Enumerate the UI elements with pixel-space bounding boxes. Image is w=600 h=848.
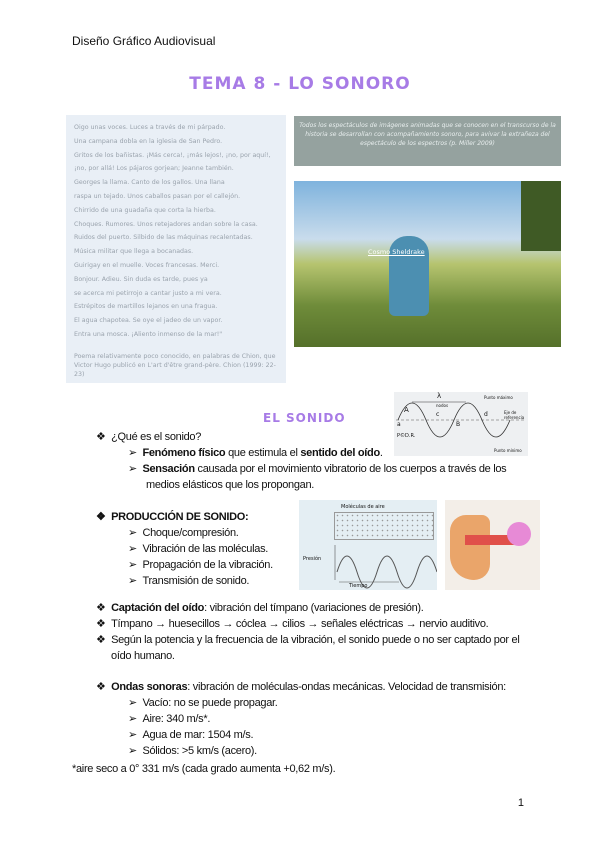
velocidad-item: ➢ Vacío: no se puede propagar. bbox=[128, 697, 278, 709]
sub-bullet-fenomeno: ➢ Fenómeno físico que estimula el sentido del oído. bbox=[128, 447, 383, 459]
item-text: Vibración de las moléculas. bbox=[142, 543, 269, 555]
bullet-ondas: ❖ Ondas sonoras: vibración de moléculas-ondas mecánicas. Velocidad de transmisión: bbox=[96, 681, 506, 693]
poem-line: ¡no, por allá! Los pájaros gorjean; Jeanne también. bbox=[74, 165, 234, 173]
text: que estimula el bbox=[225, 447, 301, 459]
section-title: EL SONIDO bbox=[263, 411, 346, 425]
item-text: Transmisión de sonido. bbox=[142, 575, 250, 587]
bullet-que-es: ❖ ¿Qué es el sonido? bbox=[96, 431, 202, 443]
bold-text: Fenómeno físico bbox=[142, 447, 226, 459]
quote-image: Todos los espectáculos de imágenes animadas que se conocen en el transcurso de la historia se desarrollan con acompañamiento sonoro, para avivar la extrañeza del espectáculo de los espectros (p. Miller 2009) bbox=[294, 116, 561, 166]
bold-text: Sensación bbox=[142, 463, 195, 475]
poem-line: El agua chapotea. Se oye el jadeo de un vapor. bbox=[74, 317, 223, 325]
bullet-text: ¿Qué es el sonido? bbox=[111, 431, 202, 443]
lambda-label: λ bbox=[437, 392, 442, 400]
velocidad-item: ➢ Sólidos: >5 km/s (acero). bbox=[128, 745, 257, 757]
item-text: Sólidos: >5 km/s (acero). bbox=[142, 745, 257, 757]
axis-label: Eje de referencia bbox=[504, 410, 525, 420]
text: Tímpano → huesecillos → cóclea → cilios → señales eléctricas → nervio auditivo. bbox=[111, 618, 489, 630]
sub-bullet-sensacion: ➢ Sensación causada por el movimiento vibratorio de los cuerpos a través de los medios elásticos que los propongan. bbox=[128, 463, 507, 491]
bullet-potencia: ❖ Según la potencia y la frecuencia de la vibración, el sonido puede o no ser captado por el oído humano. bbox=[96, 634, 520, 662]
item-text: Choque/compresión. bbox=[142, 527, 239, 539]
poem-line: Ruidos del puerto. Silbido de las máquinas recalentadas. bbox=[74, 234, 253, 242]
bold-text: sentido del oído bbox=[300, 447, 380, 459]
text: Según la potencia y la frecuencia de la vibración, el sonido puede o no ser captado por el oído humano. bbox=[111, 634, 520, 662]
a-small-label: a bbox=[397, 421, 401, 428]
trough-label: Punto mínimo bbox=[494, 448, 522, 453]
page-number: 1 bbox=[517, 797, 524, 809]
tree-shape bbox=[521, 181, 561, 251]
item-text: Agua de mar: 1504 m/s. bbox=[142, 729, 254, 741]
produccion-item: ➢ Transmisión de sonido. bbox=[128, 575, 250, 587]
produccion-item: ➢ Choque/compresión. bbox=[128, 527, 239, 539]
photo-image bbox=[294, 181, 561, 347]
produccion-item: ➢ Vibración de las moléculas. bbox=[128, 543, 269, 555]
poem-line: Gritos de los bañistas. ¡Más cerca!, ¡más lejos!, ¡no, por aquí!, bbox=[74, 151, 271, 159]
bullet-text: PRODUCCIÓN DE SONIDO: bbox=[111, 511, 249, 523]
time-label: Tiempo bbox=[349, 583, 368, 589]
velocidad-item: ➢ Aire: 340 m/s*. bbox=[128, 713, 211, 725]
text: . bbox=[379, 447, 383, 459]
pressure-label: Presión bbox=[303, 556, 322, 562]
poem-line: Estrépitos de martillos lejanos en una fragua. bbox=[74, 303, 218, 311]
poem-footnote: Poema relativamente poco conocido, en palabras de Chion, que Victor Hugo publicó en L'art d'être grand-père. Chion (1999: 22-23) bbox=[74, 352, 276, 378]
bold-text: Ondas sonoras bbox=[111, 681, 188, 693]
text: : vibración de moléculas-ondas mecánicas. Velocidad de transmisión: bbox=[187, 681, 506, 693]
nodes-label: nodos bbox=[436, 403, 449, 408]
poem-line: Oigo unas voces. Luces a través de mi párpado. bbox=[74, 124, 226, 131]
a-label: A bbox=[404, 406, 409, 414]
footnote: *aire seco a 0° 331 m/s (cada grado aumenta +0,62 m/s). bbox=[72, 763, 336, 775]
molecules-label: Moléculas de aire bbox=[341, 504, 385, 510]
poem-line: Entra una mosca. ¡Aliento inmenso de la mar!" bbox=[74, 330, 223, 338]
pressure-wave bbox=[299, 500, 437, 590]
poem-image bbox=[66, 115, 286, 383]
velocidad-item: ➢ Agua de mar: 1504 m/s. bbox=[128, 729, 254, 741]
photo-caption: Cosmo Sheldrake bbox=[368, 248, 425, 256]
d-label: d bbox=[484, 411, 488, 418]
item-text: Vacío: no se puede propagar. bbox=[142, 697, 278, 709]
ear-diagram bbox=[445, 500, 540, 590]
text: : vibración del tímpano (variaciones de presión). bbox=[204, 602, 424, 614]
body-text bbox=[72, 429, 528, 777]
poem-line: Una campana dobla en la iglesia de San Pedro. bbox=[74, 137, 223, 145]
b-label: B bbox=[456, 421, 461, 428]
poem-line: se acerca mi petirrojo a cantar justo a mi vera. bbox=[74, 289, 222, 297]
poem-line: Bonjour. Adieu. Sin duda es tarde, pues ya bbox=[74, 275, 208, 283]
credit-label: P©D.R. bbox=[397, 433, 416, 439]
molecules-diagram bbox=[299, 500, 437, 590]
crest-label: Punto máximo bbox=[484, 395, 513, 400]
bullet-captacion: ❖ Captación del oído: vibración del tímpano (variaciones de presión). bbox=[96, 602, 424, 614]
poem-line: raspa un tejado. Unos caballos pasan por el callejón. bbox=[74, 192, 241, 200]
bold-text: Captación del oído bbox=[111, 602, 205, 614]
item-text: Propagación de la vibración. bbox=[142, 559, 273, 571]
poem-line: Georges la llama. Canto de los gallos. Una llana bbox=[74, 179, 225, 187]
item-text: Aire: 340 m/s*. bbox=[142, 713, 211, 725]
poem-line: Chirrido de una guadaña que corta la hierba. bbox=[74, 206, 216, 214]
page-header: Diseño Gráfico Audiovisual bbox=[72, 34, 216, 48]
bullet-produccion: ❖ PRODUCCIÓN DE SONIDO: bbox=[96, 511, 249, 523]
poem-line: Música militar que llega a bocanadas. bbox=[74, 248, 194, 256]
c-label: c bbox=[436, 411, 440, 418]
text: causada por el movimiento vibratorio de los cuerpos a través de los medios elásticos que los propongan. bbox=[146, 463, 507, 491]
page-title: TEMA 8 - LO SONORO bbox=[189, 74, 411, 94]
bullet-chain: ❖ Tímpano → huesecillos → cóclea → cilios → señales eléctricas → nervio auditivo. bbox=[96, 618, 489, 630]
poem-line: Guirigay en el muelle. Voces francesas. Merci. bbox=[74, 261, 220, 269]
poem-line: Choques. Rumores. Unos retejadores andan sobre la casa. bbox=[74, 220, 258, 228]
produccion-item: ➢ Propagación de la vibración. bbox=[128, 559, 273, 571]
